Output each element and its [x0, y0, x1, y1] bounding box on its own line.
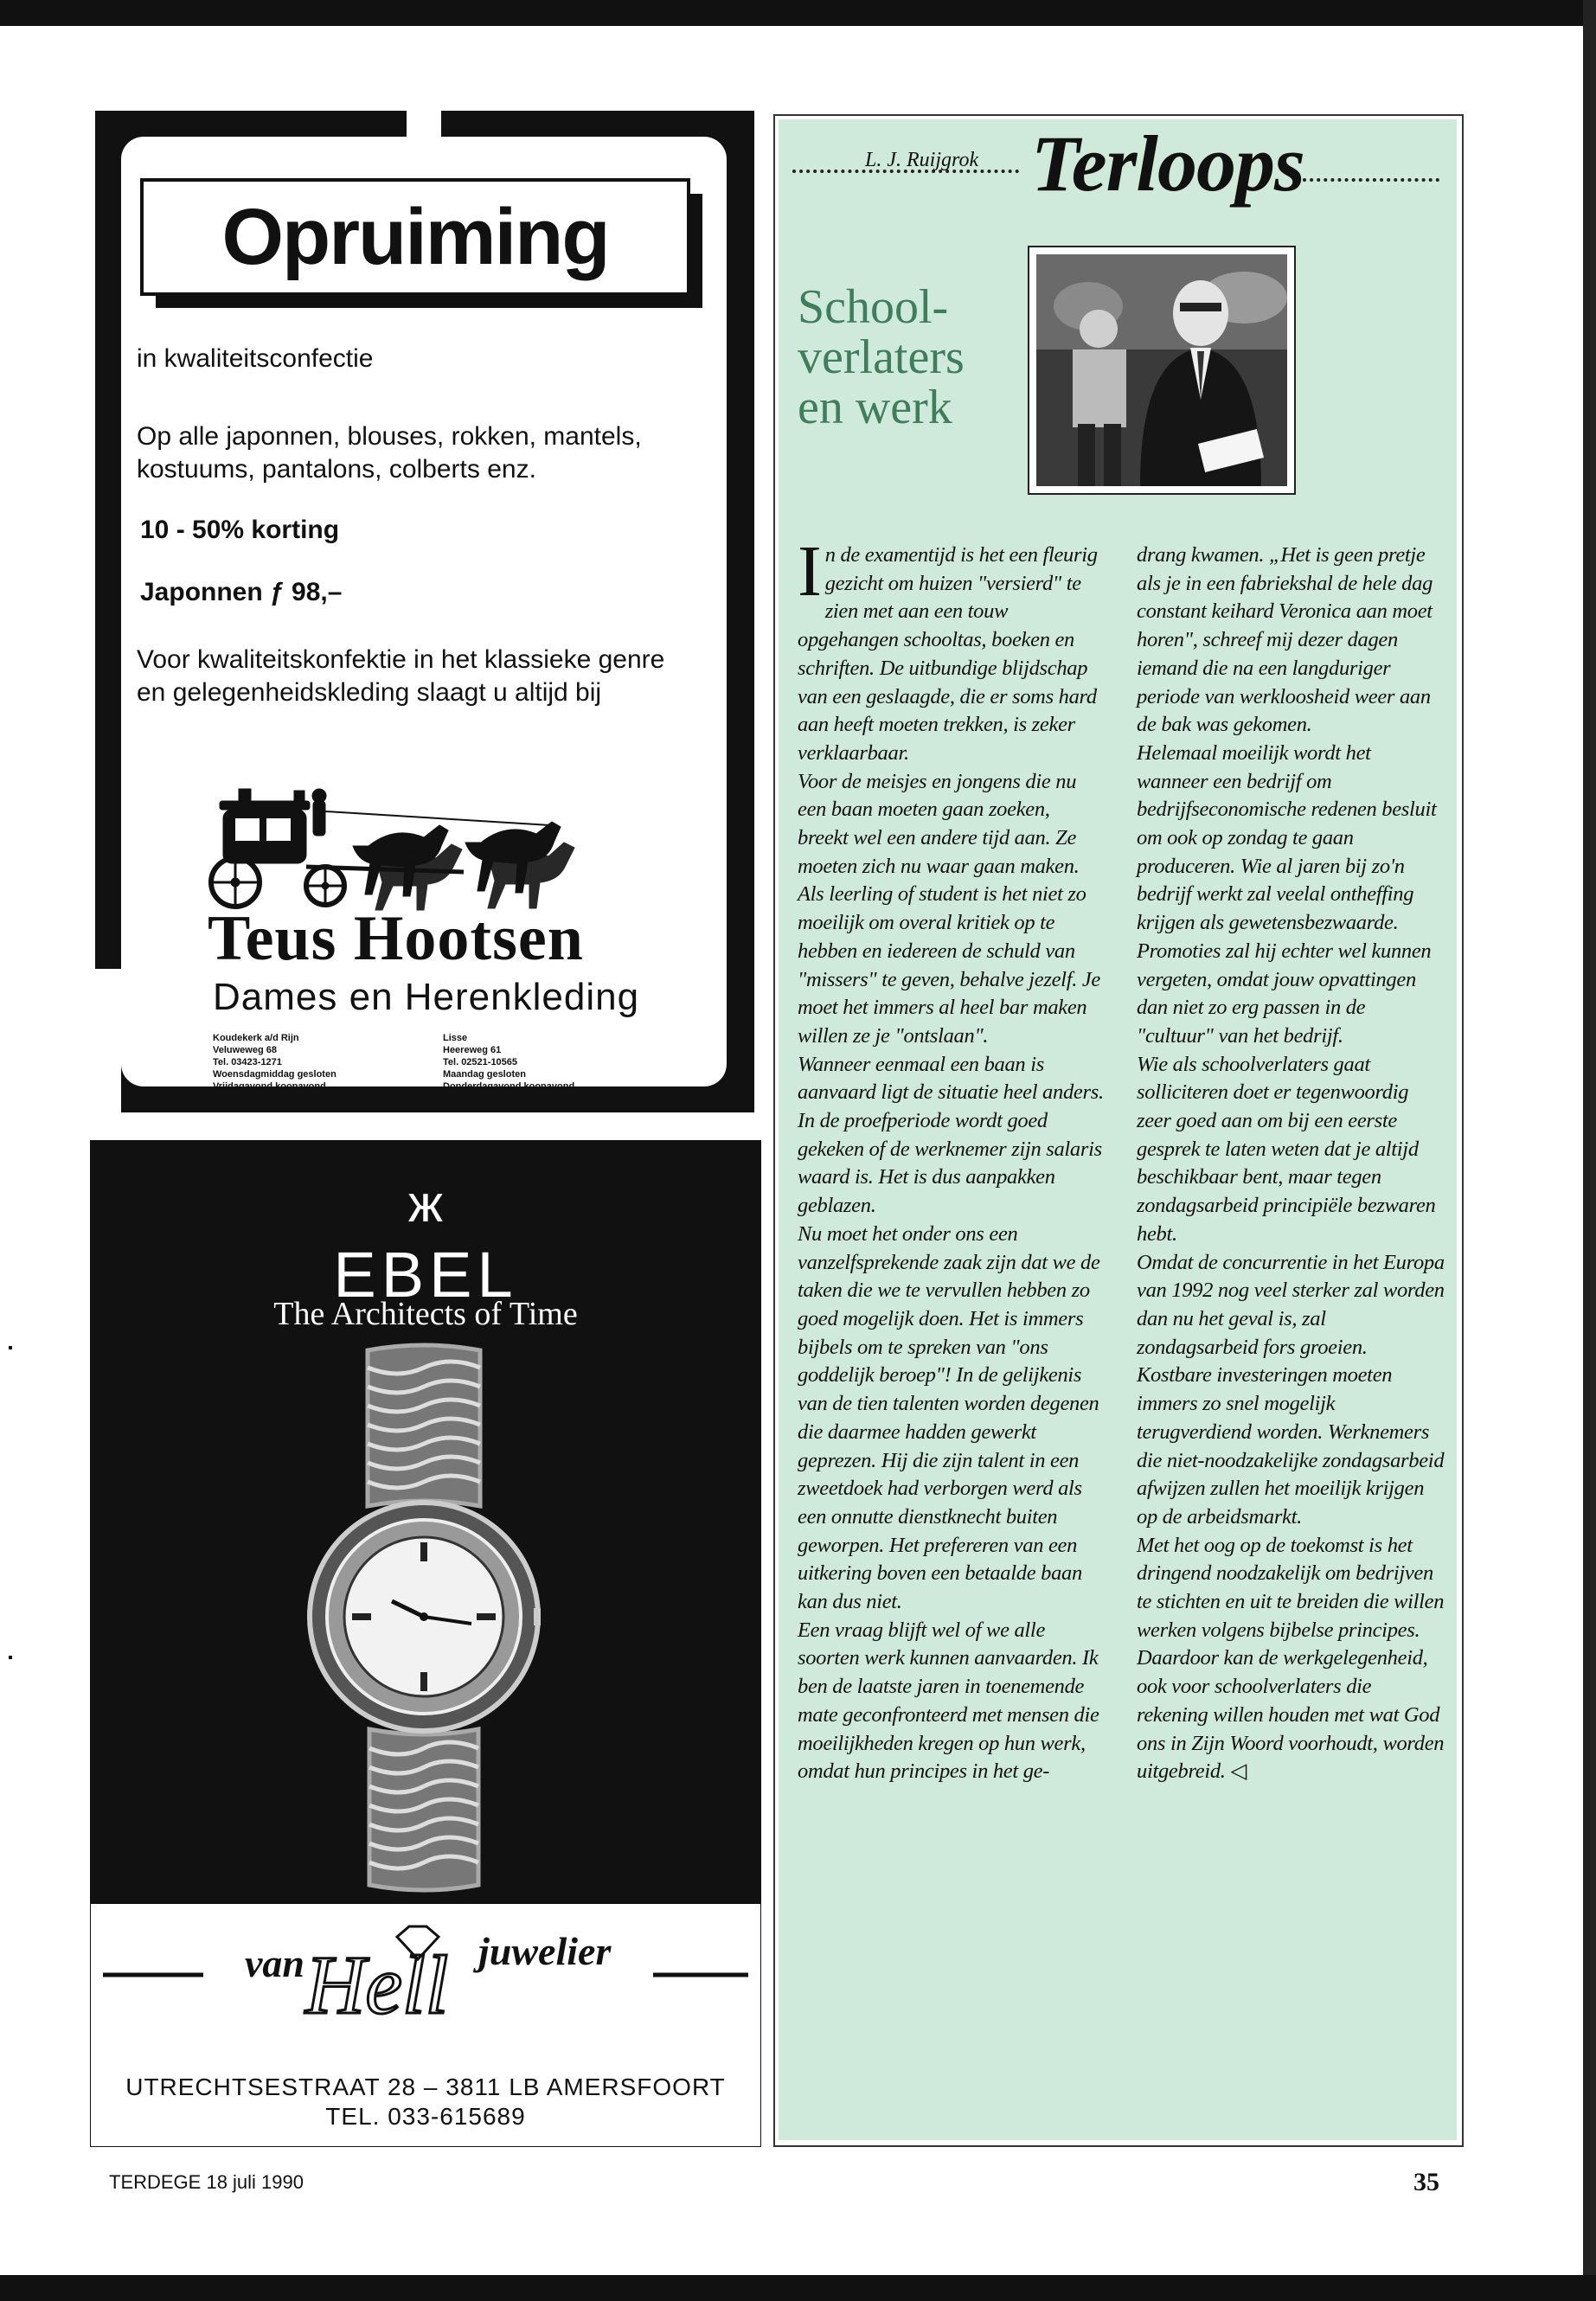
paragraph-text: Met het oog op de toekomst is het dringend noodzakelijk om bedrijven te stichten en uit te breiden die willen werken volgens bijbelse principes. Daardoor kan de werkgelegenheid, ook voor schoolverlaters die rekening willen houden met wat God ons in Zijn Woord voorhoudt, worden uitgebreid. — [1137, 1533, 1445, 1784]
column-author: L. J. Ruijgrok — [865, 149, 979, 171]
scan-mark — [9, 1656, 12, 1659]
address-line: Tel. 03423-1271 — [213, 1057, 282, 1067]
address-line: Vrijdagavond koopavond — [213, 1081, 326, 1092]
address-line: Veluweweg 68 — [213, 1045, 277, 1055]
address-line: Tel. 02521-10565 — [443, 1057, 518, 1067]
page-number: 35 — [1413, 2168, 1439, 2196]
column-text-right — [1137, 542, 1446, 1786]
address-line: Woensdagmiddag gesloten — [213, 1069, 337, 1080]
ad-subtitle: in kwaliteitsconfectie — [137, 344, 374, 373]
end-mark-icon: ◁ — [1230, 1759, 1247, 1784]
svg-text:Hell: Hell — [305, 1939, 449, 2031]
column-paragraph: Helemaal moeilijk wordt het wanneer een bedrijf om bedrijfseconomische redenen besluit om ook op zondag te gaan produceren. Wie al jaren bij zo'n bedrijf werkt zal veelal ontheffing krijgen als gewetensbezwaarde. Promoties zal hij echter wel kunnen vergeten, omdat jouw opvattingen dan niet zo erg passen in de "cultuur" van het bedrijf. — [1137, 740, 1437, 1048]
shop-address-2 — [443, 1032, 668, 1093]
column-paragraph — [1137, 1532, 1446, 1786]
ad-discount: 10 - 50% korting — [140, 516, 340, 544]
wristwatch-icon — [307, 1342, 541, 1895]
opruiming-advertisement — [95, 111, 754, 1112]
column-paragraph: Wie als schoolverlaters gaat solliciteren doet er tegenwoordig zeer goed aan om bij een eerste gesprek te laten weten dat je altijd beschikbaar bent, maar tegen zondagsarbeid principiële bezwaren hebt. — [1137, 1052, 1436, 1246]
jeweler-phone: TEL. 033-615689 — [325, 2103, 526, 2130]
jeweler-address: UTRECHTSESTRAAT 28 – 3811 LB AMERSFOORT — [125, 2073, 726, 2100]
shop-subtitle: Dames en Herenkleding — [213, 976, 640, 1018]
column-paragraph: drang kwamen. „Het is geen pretje als je in een fabriekshal de hele dag constant keihard Veronica aan moet horen", schreef mij dezer dagen iemand die na een langduriger periode van werkloosheid weer aan de bak was gekomen. — [1137, 543, 1433, 737]
rubric-dotted-rule — [1303, 178, 1439, 182]
magazine-footer: TERDEGE 18 juli 1990 — [109, 2171, 304, 2193]
ebel-logo-mark: ж — [407, 1175, 444, 1233]
author-portrait-photo — [1028, 246, 1296, 495]
ad-items-text: Op alle japonnen, blouses, rokken, mantels, kostuums, pantalons, colberts enz. — [137, 422, 642, 484]
column-title: School-verlaters en werk — [798, 280, 965, 434]
scan-border-top — [0, 0, 1596, 26]
shop-name: Teus Hootsen — [208, 903, 584, 974]
column-paragraph: Omdat de concurrentie in het Europa van 1992 nog veel sterker zal worden dan nu het geval is, zal zondagsarbeid fors groeien. Kostbare investeringen moeten immers zo snel mogelijk terugverdiend worden. Werknemers die niet-noodzakelijke zondagsarbeid afwijzen zullen het moeilijk krijgen op de arbeidsmarkt. — [1137, 1250, 1445, 1529]
scan-border-bottom — [0, 2275, 1596, 2301]
ebel-advertisement — [90, 1140, 761, 2147]
address-line: Heereweg 61 — [443, 1045, 502, 1055]
ad-frame-gap — [95, 969, 121, 1112]
column-paragraph: Een vraag blijft wel of we alle soorten werk kunnen aanvaarden. Ik ben de laatste jaren in toenemende mate geconfronteerd met mensen die moeilijkheden kregen op hun werk, omdat hun principes in het ge- — [798, 1618, 1099, 1784]
column-rubric: Terloops — [1031, 119, 1304, 208]
ad-price: Japonnen ƒ 98,– — [140, 578, 343, 606]
scan-border-right — [1583, 0, 1596, 2301]
ad-frame-gap — [407, 111, 441, 137]
column-paragraph — [798, 531, 1105, 768]
svg-text:van: van — [245, 1941, 304, 1985]
column-paragraph: Wanneer eenmaal een baan is aanvaard ligt de situatie heel anders. In de proefperiode wordt goed gekeken of de werknemer zijn salaris waard is. Het is dus aanpakken geblazen. — [798, 1052, 1104, 1218]
paragraph-text: n de examentijd is het een fleurig gezicht om huizen "versierd" te zien met aan een touw opgehangen schooltas, boeken en schriften. De uitbundige blijdschap van een geslaagde, die er soms hard aan heeft moeten trekken, is zeker verklaarbaar. — [798, 543, 1098, 765]
scan-mark — [9, 1346, 12, 1349]
column-paragraph: Nu moet het onder ons een vanzelfsprekende zaak zijn dat we de taken die we te vervullen hebben zo goed mogelijk doen. Het is immers bijbels om te spreken van "ons goddelijk beroep"! In de gelijkenis van de tien talenten worden degenen die daarmee hadden gewerkt geprezen. Hij die zijn talent in een zweetdoek had verborgen werd als een onnutte dienstknecht buiten geworpen. Het prefereren van een uitkering boven een betaalde baan kan dus niet. — [798, 1221, 1100, 1614]
ad-title: Opruiming — [221, 193, 609, 281]
column-text-left — [798, 531, 1105, 1786]
drop-cap: I — [798, 531, 822, 612]
stagecoach-horses-icon — [204, 785, 599, 915]
address-line: Donderdagavond koopavond — [443, 1081, 575, 1092]
column-paragraph: Voor de meisjes en jongens die nu een baan moeten gaan zoeken, breekt wel een andere tijd aan. Ze moeten zich nu waar gaan maken. Als leerling of student is het niet zo moeilijk om overal kritiek op te hebben en iedereen de schuld van "missers" te geven, behalve jezelf. Je moet het immers al heel bar maken willen ze je "ontslaan". — [798, 769, 1100, 1048]
van-hell-juwelier-logo — [99, 1920, 752, 2032]
ad-body-text: Voor kwaliteitskonfektie in het klassieke genre en gelegenheidskleding slaagt u altijd bij — [137, 645, 665, 707]
address-line: Koudekerk a/d Rijn — [213, 1033, 299, 1043]
address-line: Lisse — [443, 1033, 468, 1043]
ebel-brand: EBEL — [333, 1239, 518, 1311]
address-line: Maandag gesloten — [443, 1069, 526, 1080]
svg-text:juwelier: juwelier — [478, 1929, 612, 1973]
ebel-tagline: The Architects of Time — [273, 1296, 578, 1332]
shop-address-1 — [213, 1032, 420, 1093]
